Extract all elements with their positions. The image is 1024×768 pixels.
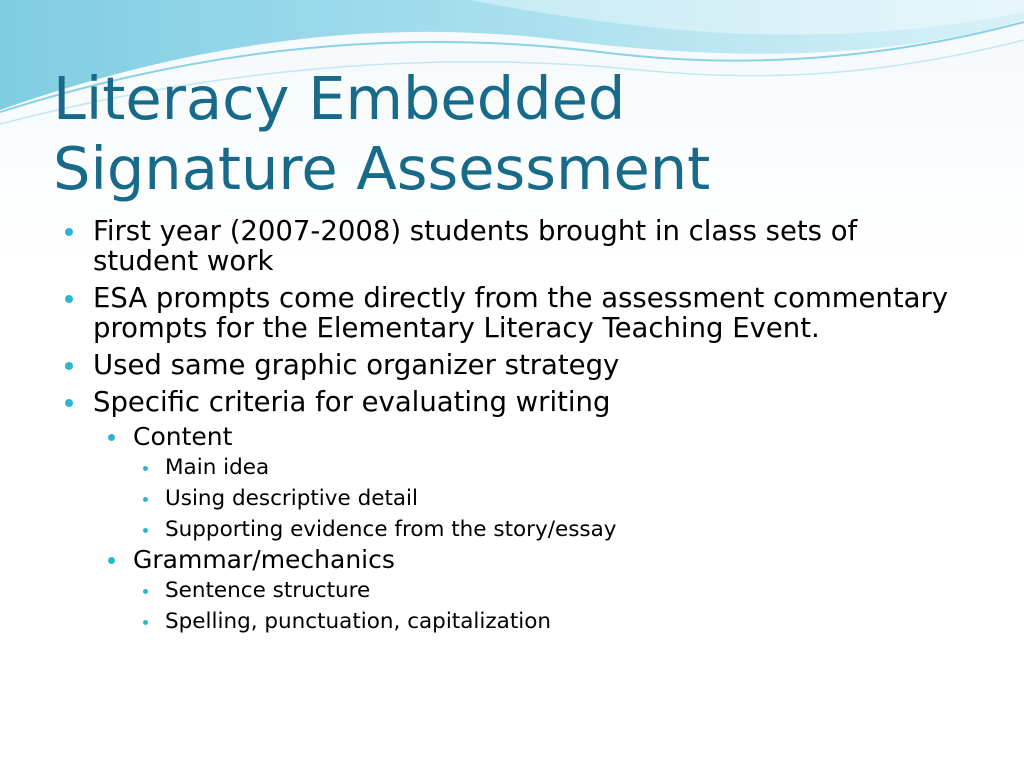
- sub-bullet-item: [133, 545, 953, 575]
- bullet-dot-icon: [108, 434, 115, 441]
- bullet-item: [93, 216, 953, 276]
- bullet-item: [93, 350, 953, 380]
- sub-bullet-item: [133, 422, 953, 452]
- bullet-dot-icon: [65, 295, 73, 303]
- sub-sub-bullet-text: Main idea: [165, 455, 270, 480]
- bullet-item: [93, 387, 953, 417]
- sub-bullet-text: Content: [133, 422, 233, 451]
- bullet-dot-icon: [143, 497, 148, 502]
- sub-sub-bullet-item: [165, 577, 965, 605]
- sub-sub-bullet-item: [165, 454, 965, 482]
- bullet-dot-icon: [108, 557, 115, 564]
- sub-sub-bullet-text: Sentence structure: [165, 578, 371, 603]
- slide-title: [53, 64, 993, 204]
- bullet-dot-icon: [143, 528, 148, 533]
- bullet-text: First year (2007-2008) students brought in class sets of student work: [93, 215, 858, 277]
- bullet-dot-icon: [143, 466, 148, 471]
- bullet-dot-icon: [65, 228, 73, 236]
- sub-sub-bullet-text: Using descriptive detail: [165, 486, 418, 511]
- sub-bullet-text: Grammar/mechanics: [133, 545, 395, 574]
- slide-title-line-1: Literacy Embedded: [53, 64, 626, 133]
- bullet-dot-icon: [65, 362, 73, 370]
- sub-sub-bullet-text: Spelling, punctuation, capitalization: [165, 609, 552, 634]
- bullet-text: Used same graphic organizer strategy: [93, 349, 620, 381]
- bullet-text: ESA prompts come directly from the assessment commentary prompts for the Elementary Literacy Teaching Event.: [93, 282, 949, 344]
- bullet-dot-icon: [143, 589, 148, 594]
- slide-title-line-2: Signature Assessment: [53, 134, 711, 203]
- sub-sub-bullet-item: [165, 608, 965, 636]
- sub-sub-bullet-item: [165, 516, 965, 544]
- bullet-dot-icon: [65, 399, 73, 407]
- bullet-dot-icon: [143, 620, 148, 625]
- bullet-text: Specific criteria for evaluating writing: [93, 386, 611, 418]
- bullet-item: [93, 283, 953, 343]
- sub-sub-bullet-item: [165, 485, 965, 513]
- sub-sub-bullet-text: Supporting evidence from the story/essay: [165, 517, 617, 542]
- bullet-list: [0, 216, 1024, 639]
